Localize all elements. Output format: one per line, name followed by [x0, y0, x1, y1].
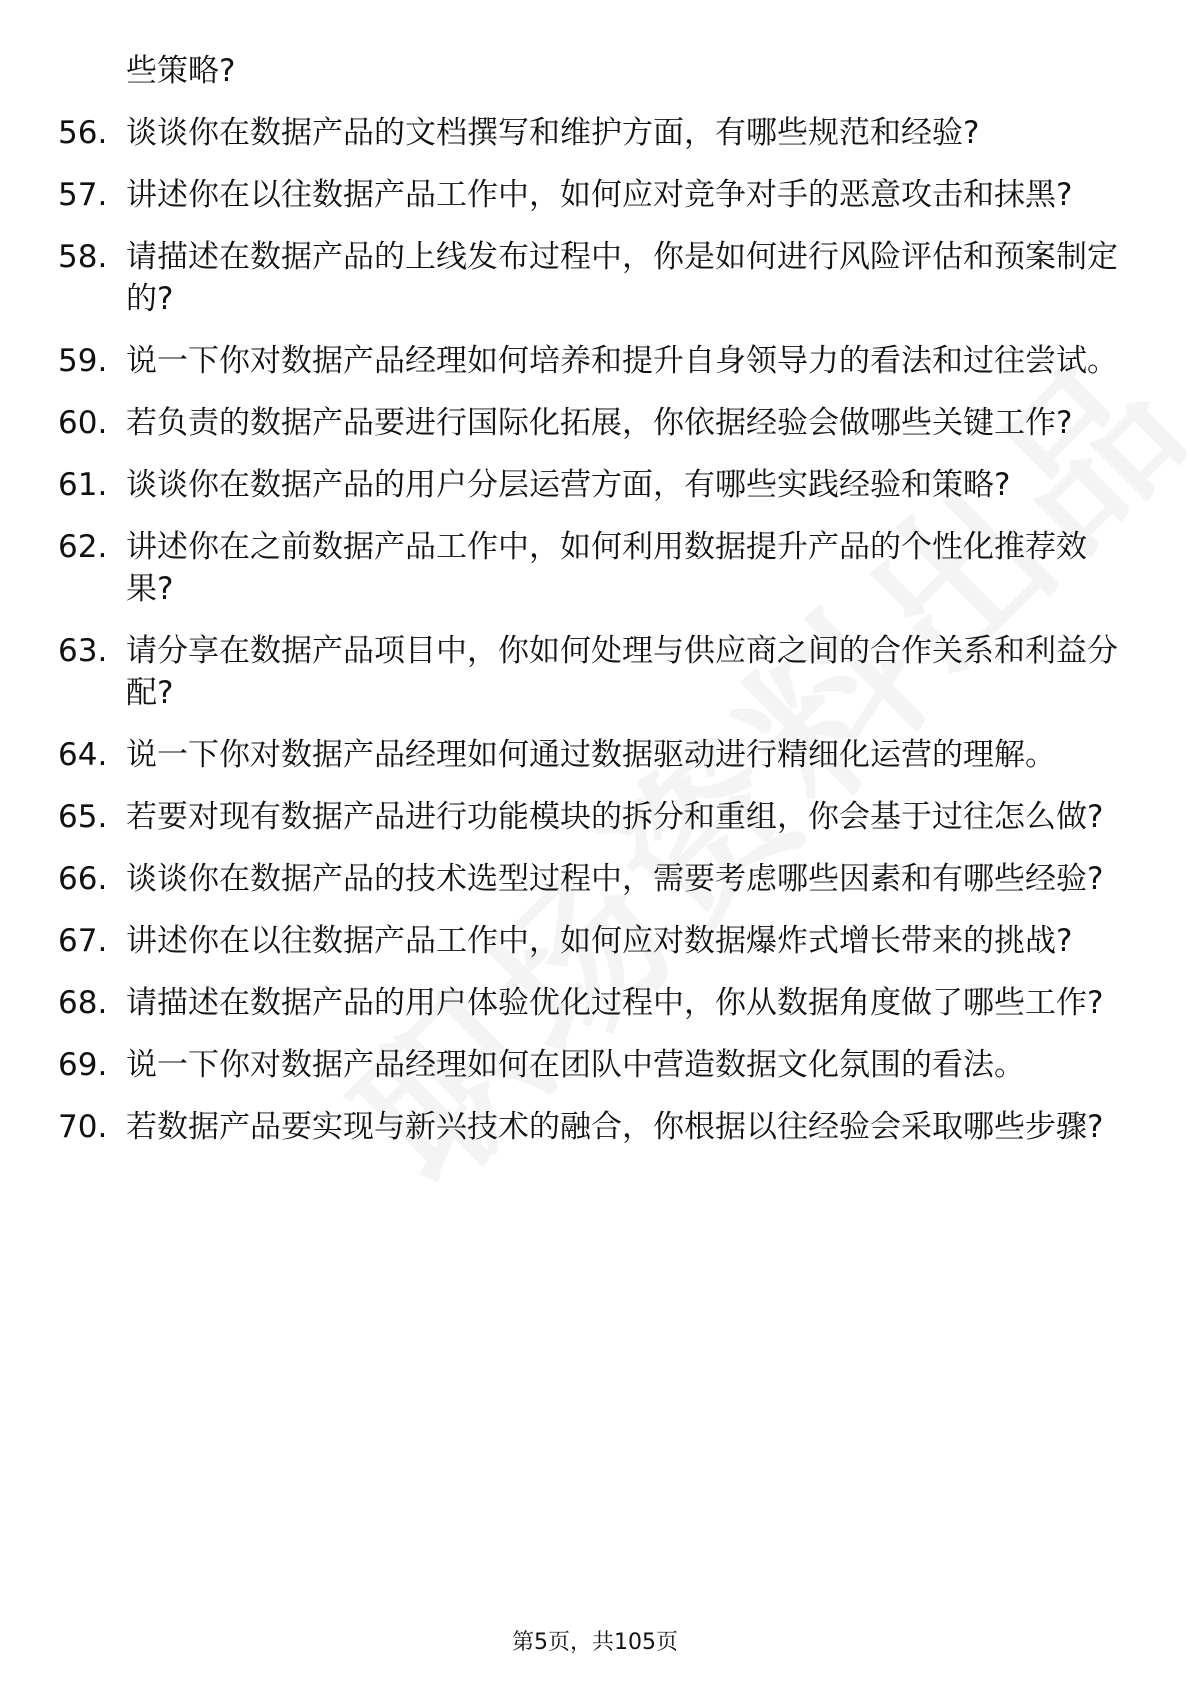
question-item [58, 464, 1118, 506]
question-item [58, 340, 1118, 382]
question-text: 谈谈你在数据产品的文档撰写和维护方面，有哪些规范和经验? [126, 115, 980, 151]
question-text: 讲述你在以往数据产品工作中，如何应对数据爆炸式增长带来的挑战? [126, 923, 1073, 959]
question-number: 66. [58, 861, 108, 897]
question-item [58, 734, 1118, 776]
question-number: 70. [58, 1109, 108, 1145]
question-text: 请描述在数据产品的用户体验优化过程中，你从数据角度做了哪些工作? [126, 985, 1104, 1021]
question-number: 67. [58, 923, 108, 959]
question-list [58, 112, 1118, 1168]
question-number: 62. [58, 529, 108, 565]
question-number: 58. [58, 239, 108, 275]
question-text: 请分享在数据产品项目中，你如何处理与供应商之间的合作关系和利益分配? [126, 633, 1118, 711]
question-number: 69. [58, 1047, 108, 1083]
question-text: 说一下你对数据产品经理如何通过数据驱动进行精细化运营的理解。 [126, 737, 1056, 773]
question-text: 若要对现有数据产品进行功能模块的拆分和重组，你会基于过往怎么做? [126, 799, 1104, 835]
question-item [58, 236, 1118, 320]
continuation-text: 些策略? [126, 53, 236, 89]
question-item [58, 1044, 1118, 1086]
question-text: 讲述你在以往数据产品工作中，如何应对竞争对手的恶意攻击和抹黑? [126, 177, 1073, 213]
question-item [58, 630, 1118, 714]
question-number: 60. [58, 405, 108, 441]
question-number: 65. [58, 799, 108, 835]
question-number: 64. [58, 737, 108, 773]
question-number: 68. [58, 985, 108, 1021]
question-text: 讲述你在之前数据产品工作中，如何利用数据提升产品的个性化推荐效果? [126, 529, 1087, 607]
question-item [58, 920, 1118, 962]
question-text: 说一下你对数据产品经理如何在团队中营造数据文化氛围的看法。 [126, 1047, 1025, 1083]
question-text: 谈谈你在数据产品的用户分层运营方面，有哪些实践经验和策略? [126, 467, 1011, 503]
page-indicator: 第5页，共105页 [512, 1630, 678, 1655]
question-text: 若数据产品要实现与新兴技术的融合，你根据以往经验会采取哪些步骤? [126, 1109, 1104, 1145]
question-text: 若负责的数据产品要进行国际化拓展，你依据经验会做哪些关键工作? [126, 405, 1073, 441]
question-number: 59. [58, 343, 108, 379]
question-item [58, 1106, 1118, 1148]
question-text: 谈谈你在数据产品的技术选型过程中，需要考虑哪些因素和有哪些经验? [126, 861, 1104, 897]
question-item [58, 174, 1118, 216]
question-item [58, 112, 1118, 154]
question-item [58, 982, 1118, 1024]
question-number: 63. [58, 633, 108, 669]
question-number: 61. [58, 467, 108, 503]
question-text: 请描述在数据产品的上线发布过程中，你是如何进行风险评估和预案制定的? [126, 239, 1118, 317]
question-item [58, 796, 1118, 838]
question-item [58, 858, 1118, 900]
question-item [58, 526, 1118, 610]
question-number: 57. [58, 177, 108, 213]
question-number: 56. [58, 115, 108, 151]
question-item [58, 402, 1118, 444]
question-text: 说一下你对数据产品经理如何培养和提升自身领导力的看法和过往尝试。 [126, 343, 1118, 379]
